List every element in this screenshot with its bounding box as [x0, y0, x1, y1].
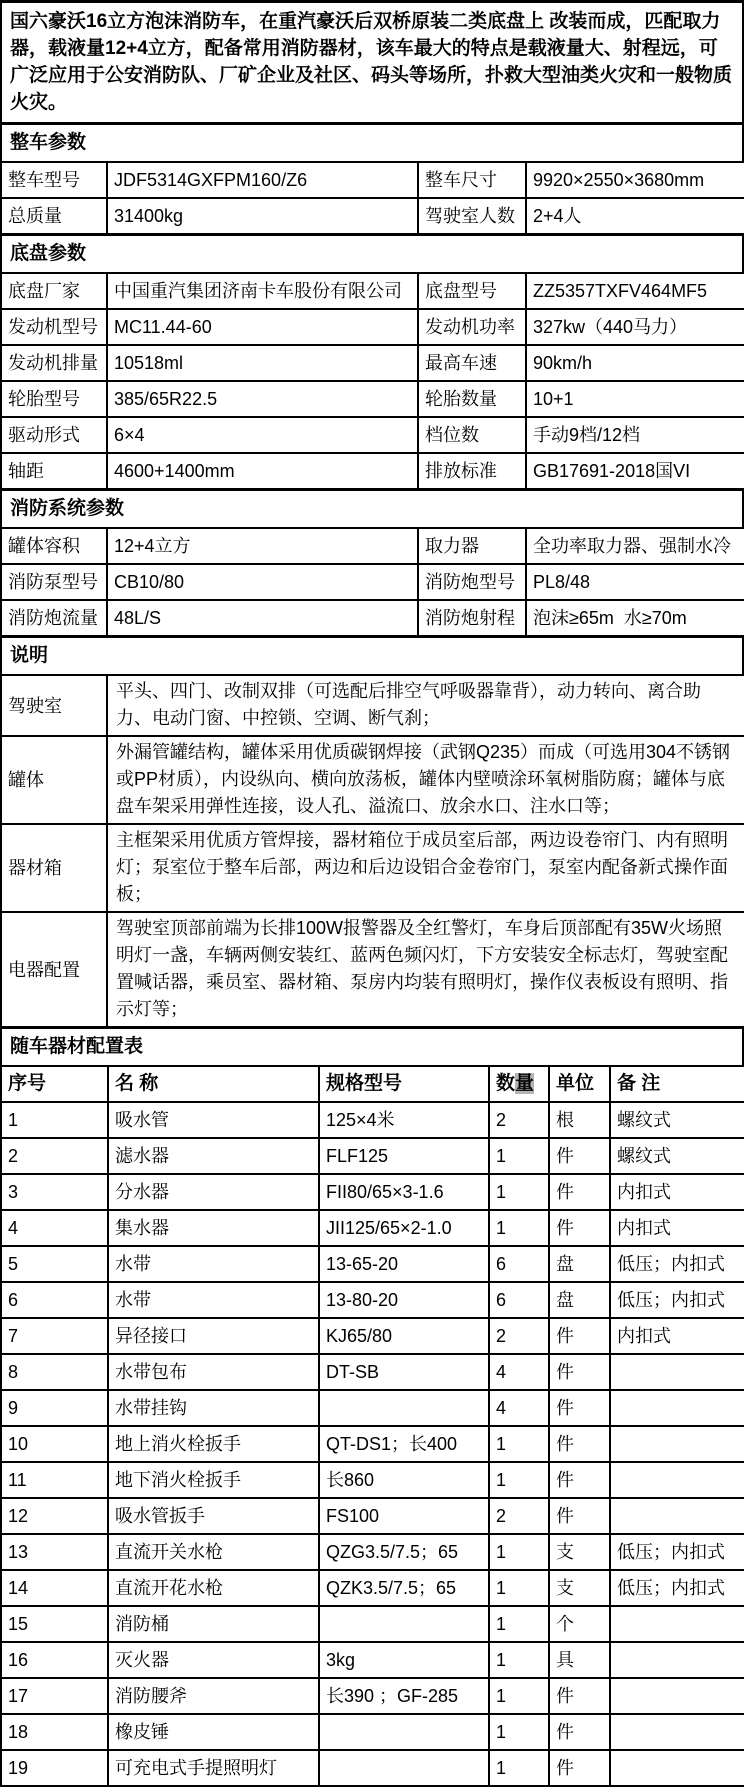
equipment-row: [1, 1498, 744, 1534]
spec-value: MC11.44-60: [107, 309, 418, 345]
spec-value: 4600+1400mm: [107, 453, 418, 489]
equipment-row: [1, 1246, 744, 1282]
item-remark: [610, 1714, 744, 1750]
item-name: 地上消火栓扳手: [108, 1426, 319, 1462]
item-unit: 件: [549, 1714, 610, 1750]
equipment-row: [1, 1282, 744, 1318]
equipment-row: [1, 1714, 744, 1750]
notes-text: 外漏管罐结构，罐体采用优质碳钢焊接（武钢Q235）而成（可选用304不锈钢或PP材质），内设纵向、横向放荡板，罐体内壁喷涂环氧树脂防腐；罐体与底盘车架采用弹性连接，设人孔、溢流口、放余水口、注水口等；: [107, 736, 744, 824]
spec-row: [1, 417, 744, 453]
spec-value: 48L/S: [107, 600, 418, 636]
item-name: 消防腰斧: [108, 1678, 319, 1714]
spec-label: 取力器: [418, 528, 526, 564]
equipment-row: [1, 1534, 744, 1570]
spec-label: 底盘厂家: [1, 273, 107, 309]
item-remark: 低压；内扣式: [610, 1282, 744, 1318]
item-spec: 长860: [319, 1462, 489, 1498]
item-no: 12: [1, 1498, 108, 1534]
item-remark: 低压；内扣式: [610, 1570, 744, 1606]
item-name: 地下消火栓扳手: [108, 1462, 319, 1498]
item-qty: 1: [489, 1174, 549, 1210]
section-title-vehicle: 整车参数: [0, 124, 744, 161]
intro-paragraph: 国六豪沃16立方泡沫消防车，在重汽豪沃后双桥原装二类底盘上 改装而成，匹配取力器，载液量12+4立方，配备常用消防器材，该车最大的特点是载液量大、射程远，可广泛应用于公安消防队、厂矿企业及社区、码头等场所，扑救大型油类火灾和一般物质火灾。: [0, 0, 744, 124]
item-no: 6: [1, 1282, 108, 1318]
spec-value: 6×4: [107, 417, 418, 453]
spec-value: PL8/48: [526, 564, 744, 600]
item-name: 分水器: [108, 1174, 319, 1210]
spec-label: 最高车速: [418, 345, 526, 381]
item-unit: 根: [549, 1102, 610, 1138]
item-qty: 1: [489, 1642, 549, 1678]
spec-value: 全功率取力器、强制水冷: [526, 528, 744, 564]
item-spec: QZK3.5/7.5；65: [319, 1570, 489, 1606]
item-remark: 内扣式: [610, 1174, 744, 1210]
spec-label: 罐体容积: [1, 528, 107, 564]
item-unit: 件: [549, 1354, 610, 1390]
item-unit: 件: [549, 1498, 610, 1534]
chassis-params-table: [0, 272, 744, 490]
item-name: 灭火器: [108, 1642, 319, 1678]
item-no: 18: [1, 1714, 108, 1750]
notes-text: 平头、四门、改制双排（可选配后排空气呼吸器靠背），动力转向、离合助力、电动门窗、中控锁、空调、断气刹；: [107, 675, 744, 736]
item-remark: [610, 1606, 744, 1642]
item-name: 直流开花水枪: [108, 1570, 319, 1606]
item-qty: 1: [489, 1714, 549, 1750]
spec-row: [1, 600, 744, 636]
item-name: 滤水器: [108, 1138, 319, 1174]
item-remark: [610, 1426, 744, 1462]
spec-label: 驱动形式: [1, 417, 107, 453]
spec-label: 底盘型号: [418, 273, 526, 309]
item-spec: FLF125: [319, 1138, 489, 1174]
equipment-row: [1, 1138, 744, 1174]
item-no: 8: [1, 1354, 108, 1390]
spec-row: [1, 564, 744, 600]
spec-value: 中国重汽集团济南卡车股份有限公司: [107, 273, 418, 309]
item-name: 吸水管扳手: [108, 1498, 319, 1534]
item-spec: 125×4米: [319, 1102, 489, 1138]
equipment-row: [1, 1606, 744, 1642]
spec-value: 10+1: [526, 381, 744, 417]
item-unit: 件: [549, 1750, 610, 1786]
item-no: 5: [1, 1246, 108, 1282]
item-spec: [319, 1390, 489, 1426]
item-no: 15: [1, 1606, 108, 1642]
equipment-row: [1, 1390, 744, 1426]
notes-label: 驾驶室: [1, 675, 107, 736]
item-name: 吸水管: [108, 1102, 319, 1138]
item-name: 水带包布: [108, 1354, 319, 1390]
spec-row: [1, 528, 744, 564]
spec-label: 整车型号: [1, 162, 107, 198]
spec-label: 轮胎型号: [1, 381, 107, 417]
item-spec: QT-DS1；长400: [319, 1426, 489, 1462]
item-spec: [319, 1606, 489, 1642]
spec-value: 10518ml: [107, 345, 418, 381]
equipment-header-row: [1, 1066, 744, 1102]
item-remark: 低压；内扣式: [610, 1534, 744, 1570]
item-spec: DT-SB: [319, 1354, 489, 1390]
spec-value: 手动9档/12档: [526, 417, 744, 453]
item-name: 水带: [108, 1246, 319, 1282]
equipment-row: [1, 1210, 744, 1246]
item-qty: 1: [489, 1462, 549, 1498]
item-name: 可充电式手提照明灯: [108, 1750, 319, 1786]
item-no: 1: [1, 1102, 108, 1138]
item-spec: FII80/65×3-1.6: [319, 1174, 489, 1210]
spec-label: 整车尺寸: [418, 162, 526, 198]
item-remark: 内扣式: [610, 1318, 744, 1354]
spec-value: 31400kg: [107, 198, 418, 234]
fire-system-params-table: [0, 527, 744, 637]
item-no: 16: [1, 1642, 108, 1678]
item-spec: 13-80-20: [319, 1282, 489, 1318]
item-remark: [610, 1678, 744, 1714]
item-unit: 件: [549, 1462, 610, 1498]
spec-label: 轮胎数量: [418, 381, 526, 417]
spec-label: 驾驶室人数: [418, 198, 526, 234]
item-qty: 1: [489, 1426, 549, 1462]
item-unit: 盘: [549, 1282, 610, 1318]
spec-value: 327kw（440马力）: [526, 309, 744, 345]
item-remark: 低压；内扣式: [610, 1246, 744, 1282]
item-no: 19: [1, 1750, 108, 1786]
item-remark: [610, 1750, 744, 1786]
section-title-fire-system: 消防系统参数: [0, 490, 744, 527]
notes-row: [1, 675, 744, 736]
spec-value: 90km/h: [526, 345, 744, 381]
item-spec: 长390 ；GF-285: [319, 1678, 489, 1714]
item-qty: 2: [489, 1498, 549, 1534]
item-name: 异径接口: [108, 1318, 319, 1354]
notes-text: 驾驶室顶部前端为长排100W报警器及全红警灯，车身后顶部配有35W火场照明灯一盏，车辆两侧安装红、蓝两色频闪灯，下方安装安全标志灯，驾驶室配置喊话器，乘员室、器材箱、泵房内均装有照明灯，操作仪表板设有照明、指示灯等；: [107, 912, 744, 1027]
equipment-row: [1, 1174, 744, 1210]
section-title-equipment: 随车器材配置表: [0, 1028, 744, 1065]
spec-row: [1, 198, 744, 234]
item-no: 10: [1, 1426, 108, 1462]
item-spec: [319, 1714, 489, 1750]
notes-label: 罐体: [1, 736, 107, 824]
spec-value: 12+4立方: [107, 528, 418, 564]
item-qty: 1: [489, 1750, 549, 1786]
item-unit: 个: [549, 1606, 610, 1642]
equipment-row: [1, 1354, 744, 1390]
item-remark: [610, 1462, 744, 1498]
equipment-row: [1, 1462, 744, 1498]
spec-value: 泡沫≥65m 水≥70m: [526, 600, 744, 636]
item-qty: 6: [489, 1246, 549, 1282]
item-remark: 螺纹式: [610, 1102, 744, 1138]
notes-row: [1, 824, 744, 912]
item-qty: 1: [489, 1570, 549, 1606]
spec-value: ZZ5357TXFV464MF5: [526, 273, 744, 309]
item-unit: 件: [549, 1678, 610, 1714]
item-remark: [610, 1354, 744, 1390]
item-no: 7: [1, 1318, 108, 1354]
item-qty: 1: [489, 1138, 549, 1174]
spec-label: 消防炮流量: [1, 600, 107, 636]
item-spec: JII125/65×2-1.0: [319, 1210, 489, 1246]
equipment-row: [1, 1318, 744, 1354]
item-no: 2: [1, 1138, 108, 1174]
item-unit: 支: [549, 1534, 610, 1570]
col-header-qty: [489, 1066, 549, 1102]
item-no: 17: [1, 1678, 108, 1714]
equipment-row: [1, 1102, 744, 1138]
spec-row: [1, 345, 744, 381]
equipment-table: [0, 1065, 744, 1787]
spec-row: [1, 162, 744, 198]
item-remark: [610, 1498, 744, 1534]
col-header-name: 名 称: [108, 1066, 319, 1102]
item-spec: QZG3.5/7.5；65: [319, 1534, 489, 1570]
section-title-chassis: 底盘参数: [0, 235, 744, 272]
spec-value: GB17691-2018国VI: [526, 453, 744, 489]
item-spec: FS100: [319, 1498, 489, 1534]
spec-value: 385/65R22.5: [107, 381, 418, 417]
spec-value: 9920×2550×3680mm: [526, 162, 744, 198]
item-no: 4: [1, 1210, 108, 1246]
item-qty: 6: [489, 1282, 549, 1318]
col-header-spec: 规格型号: [319, 1066, 489, 1102]
item-qty: 2: [489, 1318, 549, 1354]
item-remark: [610, 1390, 744, 1426]
item-name: 消防桶: [108, 1606, 319, 1642]
item-no: 14: [1, 1570, 108, 1606]
col-header-remark: 备 注: [610, 1066, 744, 1102]
spec-row: [1, 381, 744, 417]
item-unit: 件: [549, 1426, 610, 1462]
item-no: 13: [1, 1534, 108, 1570]
col-header-unit: 单位: [549, 1066, 610, 1102]
item-name: 水带挂钩: [108, 1390, 319, 1426]
section-title-notes: 说明: [0, 637, 744, 674]
item-qty: 2: [489, 1102, 549, 1138]
col-header-no: 序号: [1, 1066, 108, 1102]
item-qty: 1: [489, 1606, 549, 1642]
spec-label: 轴距: [1, 453, 107, 489]
notes-text: 主框架采用优质方管焊接，器材箱位于成员室后部，两边设卷帘门、内有照明灯；泵室位于整车后部，两边和后边设铝合金卷帘门，泵室内配备新式操作面板；: [107, 824, 744, 912]
item-unit: 件: [549, 1318, 610, 1354]
notes-table: [0, 674, 744, 1028]
item-unit: 支: [549, 1570, 610, 1606]
spec-label: 发动机功率: [418, 309, 526, 345]
item-name: 集水器: [108, 1210, 319, 1246]
spec-row: [1, 273, 744, 309]
item-no: 11: [1, 1462, 108, 1498]
item-name: 橡皮锤: [108, 1714, 319, 1750]
item-spec: 13-65-20: [319, 1246, 489, 1282]
equipment-row: [1, 1750, 744, 1786]
spec-label: 消防炮型号: [418, 564, 526, 600]
spec-label: 消防泵型号: [1, 564, 107, 600]
spec-label: 档位数: [418, 417, 526, 453]
spec-label: 发动机排量: [1, 345, 107, 381]
spec-label: 发动机型号: [1, 309, 107, 345]
item-spec: [319, 1750, 489, 1786]
spec-value: JDF5314GXFPM160/Z6: [107, 162, 418, 198]
spec-label: 消防炮射程: [418, 600, 526, 636]
item-remark: 内扣式: [610, 1210, 744, 1246]
item-spec: KJ65/80: [319, 1318, 489, 1354]
item-unit: 盘: [549, 1246, 610, 1282]
item-no: 9: [1, 1390, 108, 1426]
item-remark: 螺纹式: [610, 1138, 744, 1174]
item-unit: 件: [549, 1174, 610, 1210]
notes-row: [1, 736, 744, 824]
item-name: 直流开关水枪: [108, 1534, 319, 1570]
equipment-row: [1, 1570, 744, 1606]
qty-header-text: 数: [496, 1073, 516, 1094]
item-unit: 件: [549, 1138, 610, 1174]
notes-row: [1, 912, 744, 1027]
item-name: 水带: [108, 1282, 319, 1318]
spec-value: 2+4人: [526, 198, 744, 234]
item-no: 3: [1, 1174, 108, 1210]
qty-header-highlighted-text: 量: [515, 1073, 535, 1094]
equipment-row: [1, 1642, 744, 1678]
spec-row: [1, 453, 744, 489]
spec-row: [1, 309, 744, 345]
spec-value: CB10/80: [107, 564, 418, 600]
item-qty: 4: [489, 1390, 549, 1426]
item-unit: 件: [549, 1210, 610, 1246]
item-qty: 1: [489, 1210, 549, 1246]
item-spec: 3kg: [319, 1642, 489, 1678]
item-unit: 具: [549, 1642, 610, 1678]
vehicle-params-table: [0, 161, 744, 235]
spec-label: 排放标准: [418, 453, 526, 489]
item-qty: 4: [489, 1354, 549, 1390]
item-qty: 1: [489, 1678, 549, 1714]
item-qty: 1: [489, 1534, 549, 1570]
notes-label: 器材箱: [1, 824, 107, 912]
equipment-row: [1, 1678, 744, 1714]
item-remark: [610, 1642, 744, 1678]
item-unit: 件: [549, 1390, 610, 1426]
spec-label: 总质量: [1, 198, 107, 234]
equipment-row: [1, 1426, 744, 1462]
notes-label: 电器配置: [1, 912, 107, 1027]
